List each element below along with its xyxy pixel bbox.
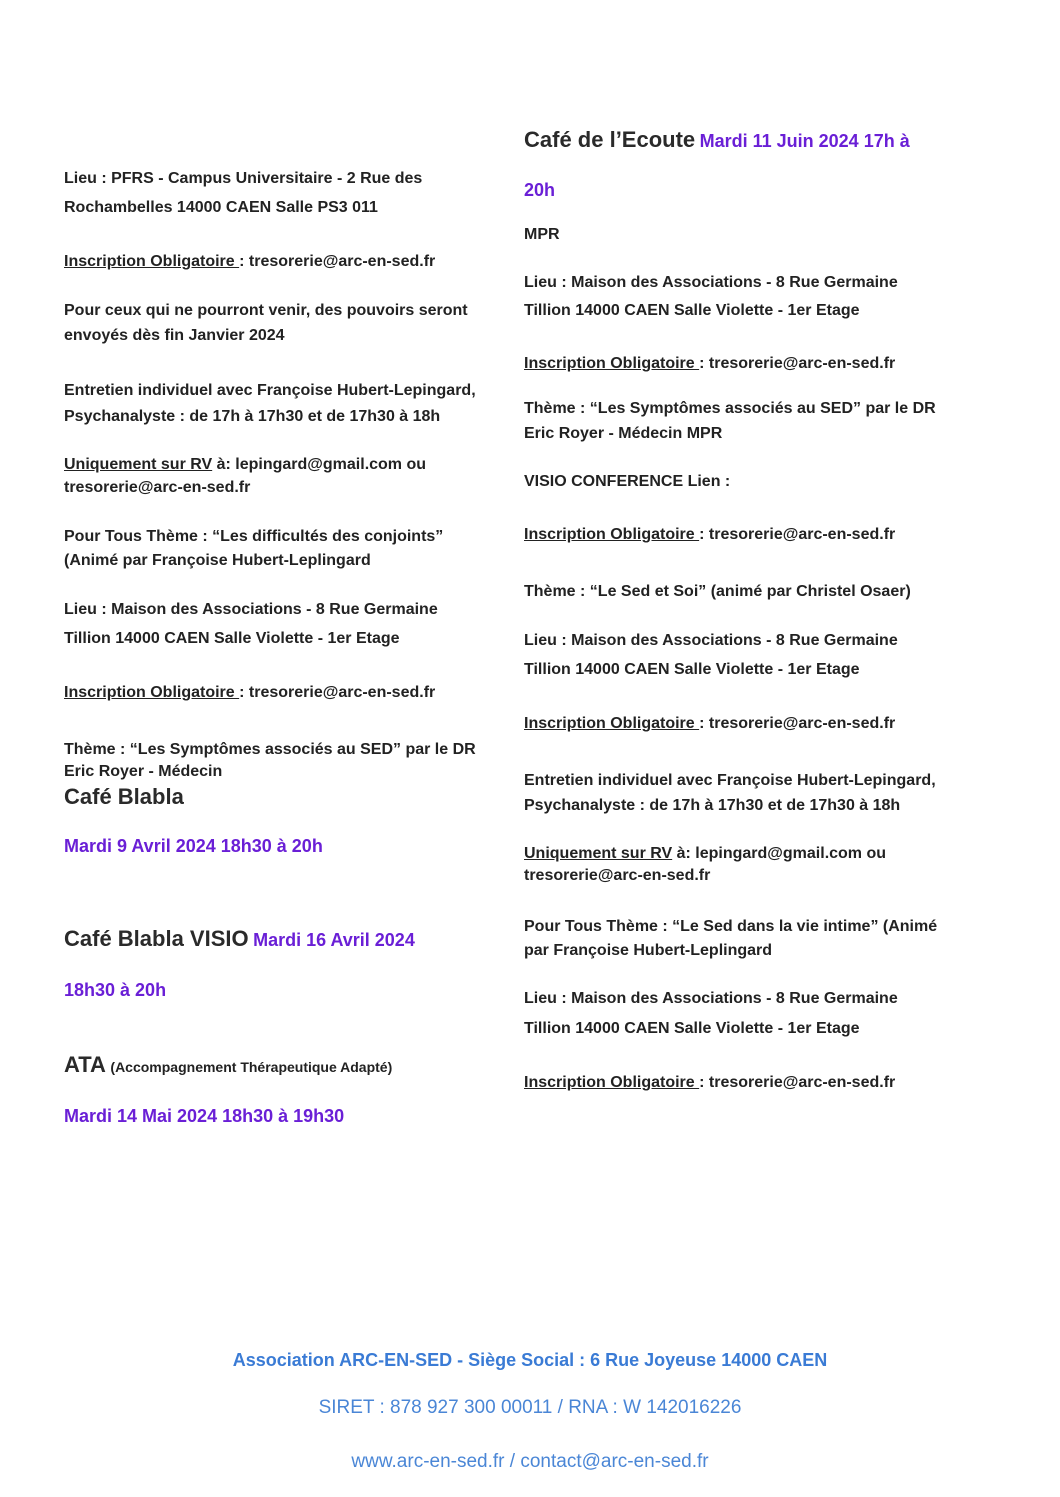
inscription-email[interactable]: : tresorerie@arc-en-sed.fr xyxy=(699,526,896,543)
visio-conference-label: VISIO CONFERENCE Lien : xyxy=(524,473,731,490)
inscription-email[interactable]: : tresorerie@arc-en-sed.fr xyxy=(239,684,436,701)
rv-line-2[interactable]: tresorerie@arc-en-sed.fr xyxy=(524,867,711,884)
footer-association: Association ARC-EN-SED - Siège Social : 6 Rue Joyeuse 14000 CAEN xyxy=(232,1350,828,1370)
inscription3-line xyxy=(524,713,895,735)
rv-line xyxy=(64,454,426,476)
lieu2-line-2: Tillion 14000 CAEN Salle Violette - 1er Etage xyxy=(64,630,400,647)
lieu-line-2: Rochambelles 14000 CAEN Salle PS3 011 xyxy=(64,199,378,216)
rv-line xyxy=(524,843,886,865)
lieu-line-1: Lieu : Maison des Associations - 8 Rue Germaine xyxy=(524,274,898,291)
inscription2-line xyxy=(64,682,435,704)
theme2-line-2: Eric Royer - Médecin xyxy=(64,763,223,780)
inscription4-line xyxy=(524,1072,895,1094)
pouvoirs-line-2: envoyés dès fin Janvier 2024 xyxy=(64,327,285,344)
entretien-line-2: Psychanalyste : de 17h à 17h30 et de 17h30 à 18h xyxy=(524,797,901,814)
theme2-line-1: Thème : “Les Symptômes associés au SED” par le DR xyxy=(64,741,476,758)
ata-heading xyxy=(64,1051,392,1079)
inscription-label: Inscription Obligatoire xyxy=(64,253,240,270)
inscription-email[interactable]: : tresorerie@arc-en-sed.fr xyxy=(239,253,436,270)
rv-line-2[interactable]: tresorerie@arc-en-sed.fr xyxy=(64,479,251,496)
theme2-line: Thème : “Le Sed et Soi” (animé par Christel Osaer) xyxy=(524,583,911,600)
lieu3-line-1: Lieu : Maison des Associations - 8 Rue Germaine xyxy=(524,990,898,1007)
inscription-label: Inscription Obligatoire xyxy=(524,715,700,732)
ecoute-date: Mardi 11 Juin 2024 17h à xyxy=(699,131,910,151)
lieu3-line-2: Tillion 14000 CAEN Salle Violette - 1er Etage xyxy=(524,1020,860,1037)
ecoute-title: Café de l’Ecoute xyxy=(524,127,696,152)
inscription2-line xyxy=(524,524,895,546)
cafe-visio-date-2: 18h30 à 20h xyxy=(64,980,167,1000)
ata-date: Mardi 14 Mai 2024 18h30 à 19h30 xyxy=(64,1106,345,1126)
cafe-visio-heading xyxy=(64,925,415,953)
entretien-line-2: Psychanalyste : de 17h à 17h30 et de 17h30 à 18h xyxy=(64,408,441,425)
lieu-line-2: Tillion 14000 CAEN Salle Violette - 1er Etage xyxy=(524,302,860,319)
inscription-line xyxy=(64,251,435,273)
pouvoirs-line-1: Pour ceux qui ne pourront venir, des pouvoirs seront xyxy=(64,302,468,319)
lieu2-line-1: Lieu : Maison des Associations - 8 Rue Germaine xyxy=(524,632,898,649)
inscription-label: Inscription Obligatoire xyxy=(524,1074,700,1091)
lieu2-line-2: Tillion 14000 CAEN Salle Violette - 1er Etage xyxy=(524,661,860,678)
footer-siret: SIRET : 878 927 300 00011 / RNA : W 142016226 xyxy=(318,1397,742,1418)
inscription-label: Inscription Obligatoire xyxy=(64,684,240,701)
lieu-line-1: Lieu : PFRS - Campus Universitaire - 2 Rue des xyxy=(64,170,423,187)
inscription-email[interactable]: : tresorerie@arc-en-sed.fr xyxy=(699,1074,896,1091)
theme-line-1: Thème : “Les Symptômes associés au SED” par le DR xyxy=(524,400,936,417)
rv-email[interactable]: à: lepingard@gmail.com ou xyxy=(212,456,427,473)
ata-title: ATA xyxy=(64,1052,106,1077)
rv-email[interactable]: à: lepingard@gmail.com ou xyxy=(672,845,887,862)
rv-label: Uniquement sur RV xyxy=(64,456,213,473)
inscription-email[interactable]: : tresorerie@arc-en-sed.fr xyxy=(699,715,896,732)
inscription-label: Inscription Obligatoire xyxy=(524,355,700,372)
ecoute-heading xyxy=(524,126,910,154)
cafe-visio-title: Café Blabla VISIO xyxy=(64,926,249,951)
theme3-line-2: par Françoise Hubert-Leplingard xyxy=(524,942,773,959)
theme-line-1: Pour Tous Thème : “Les difficultés des conjoints” xyxy=(64,528,444,545)
ata-subtitle: (Accompagnement Thérapeutique Adapté) xyxy=(110,1059,393,1075)
inscription-label: Inscription Obligatoire xyxy=(524,526,700,543)
cafe-blabla-title: Café Blabla xyxy=(64,784,184,809)
entretien-line-1: Entretien individuel avec Françoise Hubert-Lepingard, xyxy=(524,772,936,789)
theme3-line-1: Pour Tous Thème : “Le Sed dans la vie intime” (Animé xyxy=(524,918,938,935)
footer-links[interactable]: www.arc-en-sed.fr / contact@arc-en-sed.fr xyxy=(351,1451,709,1472)
lieu2-line-1: Lieu : Maison des Associations - 8 Rue Germaine xyxy=(64,601,438,618)
rv-label: Uniquement sur RV xyxy=(524,845,673,862)
inscription-line xyxy=(524,353,895,375)
entretien-line-1: Entretien individuel avec Françoise Hubert-Lepingard, xyxy=(64,382,476,399)
mpr-label: MPR xyxy=(524,226,560,243)
ecoute-date-2: 20h xyxy=(524,180,556,200)
theme-line-2: Eric Royer - Médecin MPR xyxy=(524,425,723,442)
cafe-blabla-date: Mardi 9 Avril 2024 18h30 à 20h xyxy=(64,836,323,856)
theme-line-2: (Animé par Françoise Hubert-Leplingard xyxy=(64,552,371,569)
inscription-email[interactable]: : tresorerie@arc-en-sed.fr xyxy=(699,355,896,372)
cafe-visio-date: Mardi 16 Avril 2024 xyxy=(253,930,415,950)
